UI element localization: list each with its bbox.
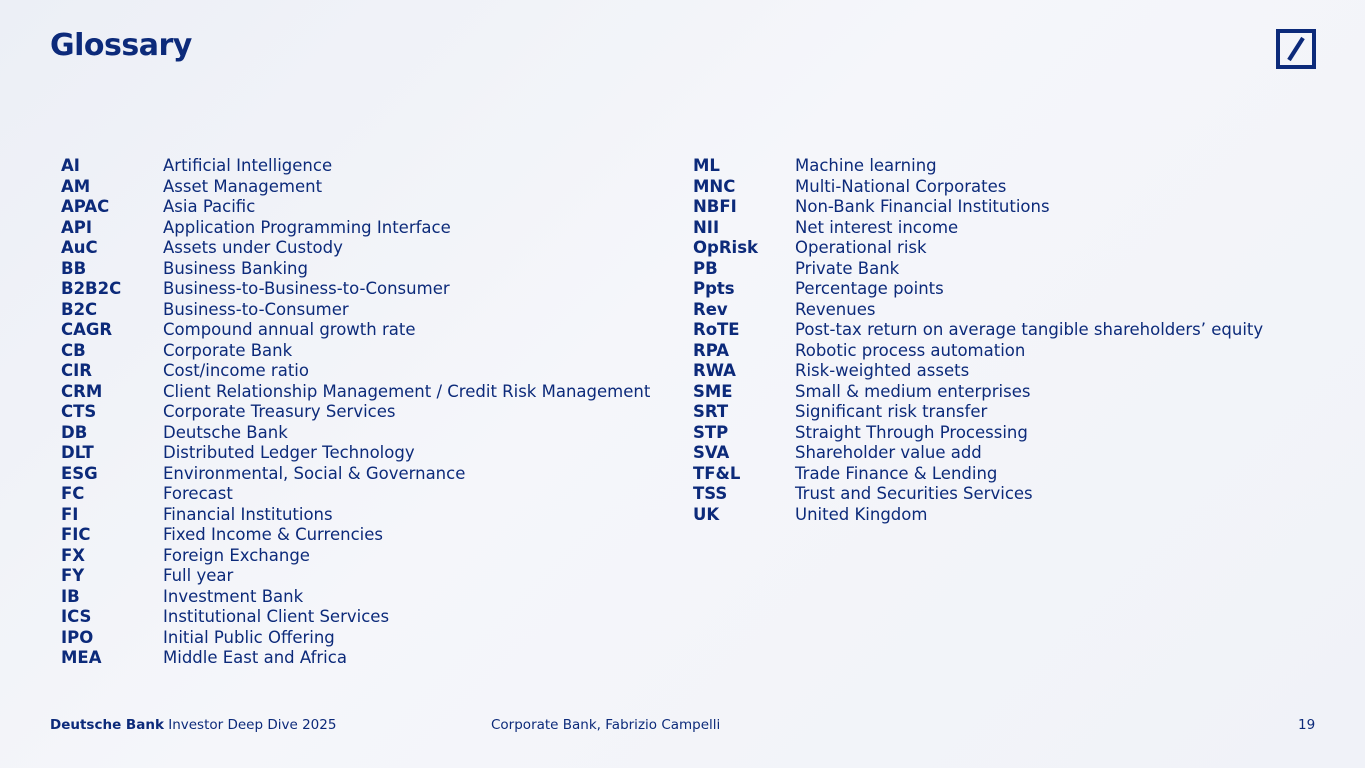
glossary-definition: Initial Public Offering (163, 627, 335, 647)
glossary-abbreviation: STP (693, 422, 729, 442)
glossary-abbreviation: OpRisk (693, 238, 758, 257)
glossary-row (61, 648, 650, 669)
glossary-abbreviation: UK (693, 504, 720, 524)
glossary-row (693, 279, 1263, 300)
glossary-abbreviation: MEA (61, 648, 102, 667)
glossary-definition: Middle East and Africa (163, 648, 347, 667)
glossary-abbreviation: FI (61, 504, 79, 524)
glossary-abbreviation: B2B2C (61, 279, 122, 298)
glossary-row (61, 279, 650, 300)
glossary-abbreviation: SRT (693, 402, 729, 421)
glossary-definition: Distributed Ledger Technology (163, 443, 415, 462)
glossary-row (693, 402, 1263, 423)
glossary-abbreviation: RWA (693, 361, 736, 380)
glossary-definition: Robotic process automation (795, 340, 1026, 360)
glossary-abbreviation: ICS (61, 607, 92, 626)
glossary-definition: Institutional Client Services (163, 607, 390, 626)
glossary-row (693, 505, 1263, 526)
glossary-definition: Business-to-Business-to-Consumer (163, 279, 450, 298)
glossary-row (61, 382, 650, 403)
glossary-definition: Trade Finance & Lending (795, 463, 998, 483)
glossary-abbreviation: RPA (693, 340, 730, 360)
glossary-row (61, 525, 650, 546)
glossary-abbreviation: APAC (61, 197, 110, 216)
glossary-abbreviation: MNC (693, 176, 736, 196)
glossary-abbreviation: CB (61, 340, 86, 360)
glossary-row (693, 361, 1263, 382)
glossary-definition: Deutsche Bank (163, 422, 288, 442)
glossary-definition: Business Banking (163, 258, 308, 278)
glossary-abbreviation: CTS (61, 402, 97, 421)
glossary-row (693, 382, 1263, 403)
glossary-definition: Application Programming Interface (163, 217, 451, 237)
glossary-definition: Risk-weighted assets (795, 361, 970, 380)
glossary-row (693, 156, 1263, 177)
glossary-definition: United Kingdom (795, 504, 928, 524)
glossary-definition: Net interest income (795, 217, 959, 237)
glossary-row (61, 607, 650, 628)
footer-event (50, 717, 336, 733)
glossary-definition: Asia Pacific (163, 197, 256, 216)
page-number: 19 (1298, 717, 1316, 733)
glossary-abbreviation: CRM (61, 381, 103, 401)
glossary-definition: Assets under Custody (163, 238, 343, 257)
footer-presenter: Corporate Bank, Fabrizio Campelli (491, 717, 721, 733)
glossary-abbreviation: API (61, 217, 93, 237)
glossary-abbreviation: AuC (61, 238, 98, 257)
glossary-abbreviation: FIC (61, 525, 91, 544)
glossary-row (61, 361, 650, 382)
glossary-definition: Non-Bank Financial Institutions (795, 197, 1050, 216)
glossary-definition: Corporate Treasury Services (163, 402, 396, 421)
glossary-row (61, 464, 650, 485)
glossary-row (61, 197, 650, 218)
deutsche-bank-logo-icon (1276, 29, 1316, 69)
glossary-abbreviation: NBFI (693, 197, 737, 216)
glossary-row (61, 320, 650, 341)
glossary-definition: Post-tax return on average tangible shareholders’ equity (795, 320, 1264, 339)
glossary-definition: Financial Institutions (163, 504, 333, 524)
glossary-right-column (693, 156, 1263, 525)
glossary-row (693, 423, 1263, 444)
glossary-definition: Significant risk transfer (795, 402, 988, 421)
glossary-row (61, 566, 650, 587)
glossary-row (693, 177, 1263, 198)
glossary-row (693, 300, 1263, 321)
glossary-left-column (61, 156, 650, 669)
page-title: Glossary (50, 28, 192, 63)
glossary-row (61, 218, 650, 239)
glossary-definition: Private Bank (795, 258, 900, 278)
glossary-abbreviation: FX (61, 545, 85, 565)
footer-event-name: Investor Deep Dive 2025 (168, 717, 337, 733)
glossary-row (61, 300, 650, 321)
glossary-abbreviation: ESG (61, 463, 98, 483)
glossary-row (693, 484, 1263, 505)
glossary-row (61, 259, 650, 280)
glossary-abbreviation: DLT (61, 443, 94, 462)
glossary-definition: Environmental, Social & Governance (163, 463, 466, 483)
glossary-abbreviation: FC (61, 484, 85, 503)
glossary-row (61, 238, 650, 259)
glossary-row (693, 197, 1263, 218)
glossary-row (61, 628, 650, 649)
glossary-row (693, 443, 1263, 464)
glossary-abbreviation: TSS (693, 484, 728, 503)
glossary-row (61, 587, 650, 608)
glossary-abbreviation: ML (693, 156, 720, 175)
glossary-abbreviation: BB (61, 258, 87, 278)
glossary-definition: Compound annual growth rate (163, 320, 416, 339)
glossary-row (61, 505, 650, 526)
glossary-abbreviation: CAGR (61, 320, 113, 339)
glossary-definition: Forecast (163, 484, 233, 503)
glossary-abbreviation: SME (693, 381, 733, 401)
glossary-abbreviation: Ppts (693, 279, 735, 298)
glossary-abbreviation: Rev (693, 299, 728, 319)
glossary-definition: Operational risk (795, 238, 927, 257)
glossary-row (61, 484, 650, 505)
glossary-definition: Revenues (795, 299, 876, 319)
glossary-abbreviation: IPO (61, 627, 94, 647)
glossary-abbreviation: NII (693, 217, 720, 237)
glossary-row (693, 464, 1263, 485)
glossary-definition: Artificial Intelligence (163, 156, 333, 175)
glossary-row (61, 443, 650, 464)
glossary-row (61, 177, 650, 198)
glossary-abbreviation: CIR (61, 361, 92, 380)
glossary-row (693, 259, 1263, 280)
glossary-abbreviation: RoTE (693, 320, 740, 339)
glossary-definition: Asset Management (163, 176, 323, 196)
glossary-abbreviation: AM (61, 176, 91, 196)
glossary-definition: Machine learning (795, 156, 937, 175)
glossary-definition: Business-to-Consumer (163, 299, 349, 319)
glossary-definition: Trust and Securities Services (795, 484, 1033, 503)
glossary-definition: Full year (163, 566, 234, 585)
glossary-row (61, 156, 650, 177)
glossary-definition: Fixed Income & Currencies (163, 525, 383, 544)
glossary-definition: Corporate Bank (163, 340, 293, 360)
glossary-definition: Cost/income ratio (163, 361, 309, 380)
glossary-row (693, 238, 1263, 259)
glossary-definition: Investment Bank (163, 586, 304, 606)
glossary-row (61, 402, 650, 423)
glossary-abbreviation: AI (61, 156, 80, 175)
glossary-abbreviation: SVA (693, 443, 730, 462)
glossary-definition: Foreign Exchange (163, 545, 310, 565)
glossary-abbreviation: TF&L (693, 463, 741, 483)
glossary-definition: Client Relationship Management / Credit Risk Management (163, 381, 651, 401)
glossary-definition: Small & medium enterprises (795, 381, 1031, 401)
glossary-definition: Percentage points (795, 279, 944, 298)
glossary-row (693, 320, 1263, 341)
footer-brand: Deutsche Bank (50, 717, 164, 733)
glossary-abbreviation: IB (61, 586, 80, 606)
glossary-abbreviation: FY (61, 566, 85, 585)
glossary-definition: Straight Through Processing (795, 422, 1028, 442)
glossary-definition: Shareholder value add (795, 443, 982, 462)
glossary-row (61, 341, 650, 362)
glossary-row (61, 546, 650, 567)
glossary-abbreviation: PB (693, 258, 718, 278)
glossary-abbreviation: B2C (61, 299, 98, 319)
glossary-abbreviation: DB (61, 422, 88, 442)
glossary-row (693, 218, 1263, 239)
glossary-row (61, 423, 650, 444)
glossary-row (693, 341, 1263, 362)
glossary-definition: Multi-National Corporates (795, 176, 1007, 196)
